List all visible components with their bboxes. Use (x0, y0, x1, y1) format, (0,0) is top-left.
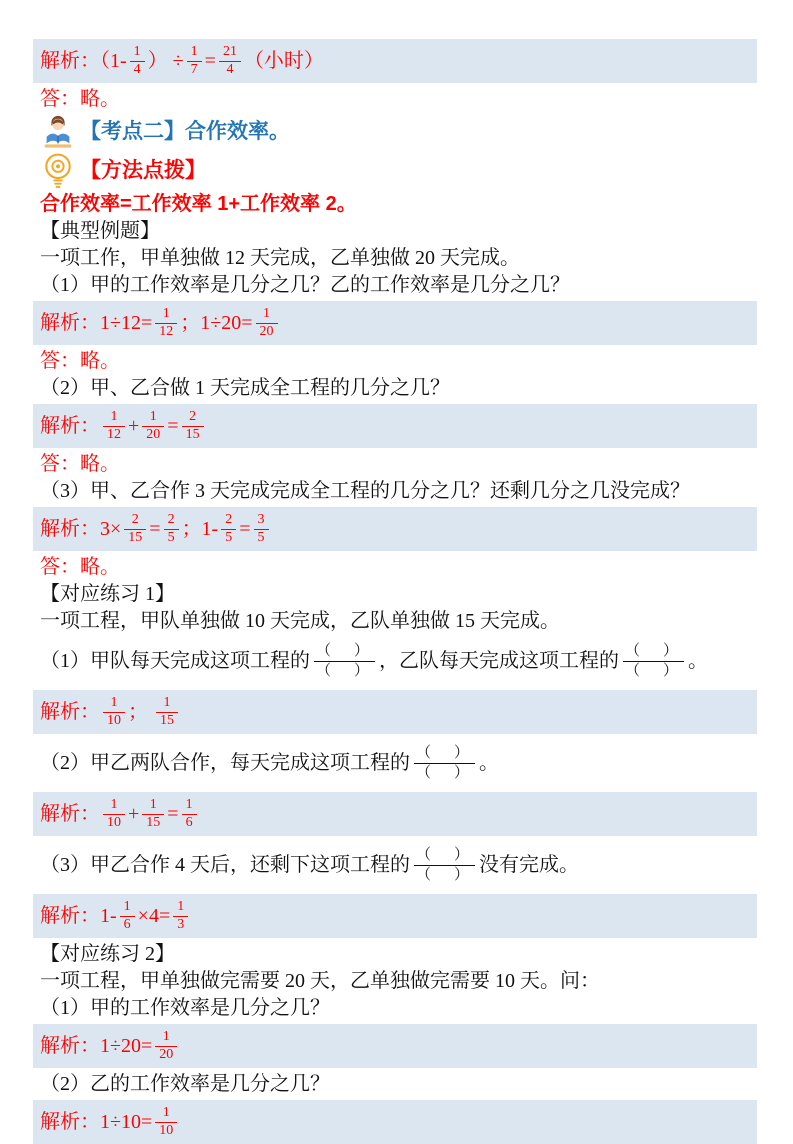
text-run: ；1÷20= (180, 312, 253, 334)
fraction (182, 797, 197, 830)
body-line (33, 968, 757, 994)
blank-fraction-numerator: （ ） (414, 846, 475, 866)
body-line (33, 245, 757, 271)
blank-fraction (414, 744, 475, 783)
analysis-line (33, 507, 757, 551)
text-run: 答：略。 (40, 453, 120, 475)
text-run: 【考点二】合作效率。 (80, 120, 290, 143)
blank-fraction-numerator: （ ） (414, 744, 475, 764)
body-line (33, 375, 757, 401)
text-run: 【典型例题】 (40, 220, 160, 242)
blank-fraction-denominator: （ ） (316, 662, 374, 679)
text-run: ，乙队每天完成这项工程的 (379, 650, 620, 672)
fraction (103, 409, 125, 442)
fraction-denominator: 5 (225, 529, 233, 545)
text-run: 【对应练习 1】 (40, 583, 175, 605)
fraction-numerator: 1 (155, 306, 177, 323)
text-run: 解析： (40, 803, 100, 825)
fraction-denominator: 20 (259, 323, 274, 339)
fraction-denominator: 5 (167, 529, 175, 545)
blank-fraction-denominator: （ ） (416, 764, 474, 781)
text-run: （2）乙的工作效率是几分之几？ (40, 1073, 330, 1095)
fraction-numerator: 21 (219, 44, 241, 61)
analysis-line (33, 894, 757, 938)
fraction-denominator: 15 (128, 529, 143, 545)
analysis-line (33, 1024, 757, 1068)
text-run: 【对应练习 2】 (40, 943, 175, 965)
body-line (33, 272, 757, 298)
analysis-line (33, 792, 757, 836)
blank-fraction (314, 642, 375, 681)
body-line (33, 608, 757, 634)
fraction (155, 306, 177, 339)
text-run: 【方法点拨】 (80, 159, 206, 182)
text-run: （小时） (243, 50, 324, 72)
fraction (120, 899, 135, 932)
answer-line (33, 348, 757, 374)
fraction-numerator: 1 (155, 1105, 177, 1122)
fraction (155, 1105, 177, 1138)
text-run: （2）甲、乙合做 1 天完成全工程的几分之几？ (40, 377, 450, 399)
fraction (142, 797, 164, 830)
fraction (182, 409, 204, 442)
text-run: 解析：（1- (40, 50, 127, 72)
fraction (130, 44, 145, 77)
text-run: （1）甲的工作效率是几分之几？ (40, 997, 330, 1019)
text-run: 一项工作，甲单独做 12 天完成，乙单独做 20 天完成。 (40, 247, 520, 269)
text-run: ×4= (137, 905, 171, 927)
blank-fraction-numerator: （ ） (623, 642, 684, 662)
text-run: （1）甲的工作效率是几分之几？乙的工作效率是几分之几？ (40, 274, 570, 296)
body-line (33, 1071, 757, 1097)
fraction-denominator: 15 (146, 814, 161, 830)
method-formula-line (33, 191, 757, 217)
fraction (164, 512, 179, 545)
analysis-line (33, 1100, 757, 1144)
fraction-denominator: 10 (159, 1122, 174, 1138)
analysis-line (33, 404, 757, 448)
text-run: ；1- (181, 518, 219, 540)
text-run: （3）甲乙合作 4 天后，还剩下这项工程的 (40, 854, 410, 876)
blank-fraction-denominator: （ ） (416, 866, 474, 883)
text-run: （1）甲队每天完成这项工程的 (40, 650, 310, 672)
analysis-line (33, 301, 757, 345)
text-run: 解析：1- (40, 905, 117, 927)
fraction (142, 409, 164, 442)
problem-line (33, 635, 757, 687)
fraction-numerator: 1 (120, 899, 135, 916)
fraction-numerator: 2 (221, 512, 236, 529)
fraction-numerator: 1 (156, 695, 178, 712)
analysis-line (33, 690, 757, 734)
text-run: 解析： (40, 415, 100, 437)
fraction-numerator: 2 (164, 512, 179, 529)
fraction-numerator: 3 (254, 512, 269, 529)
fraction-numerator: 1 (187, 44, 202, 61)
fraction-numerator: 1 (256, 306, 278, 323)
fraction-numerator: 2 (182, 409, 204, 426)
body-line (33, 941, 757, 967)
fraction-numerator: 1 (173, 899, 188, 916)
exam-point-heading (33, 113, 757, 151)
answer-line (33, 86, 757, 112)
fraction (173, 899, 188, 932)
blank-fraction-denominator: （ ） (625, 662, 683, 679)
fraction (254, 512, 269, 545)
fraction-denominator: 12 (107, 426, 121, 442)
fraction-denominator: 20 (159, 1046, 174, 1062)
text-run: = (239, 518, 251, 540)
text-run: = (167, 415, 179, 437)
text-run: + (128, 415, 140, 437)
problem-line (33, 839, 757, 891)
text-run: 解析：1÷10= (40, 1111, 153, 1133)
fraction (124, 512, 146, 545)
fraction-denominator: 3 (177, 916, 185, 932)
text-run: = (204, 50, 216, 72)
text-run: 解析：1÷12= (40, 312, 153, 334)
fraction-denominator: 10 (107, 712, 121, 728)
fraction-numerator: 1 (103, 409, 125, 426)
fraction-denominator: 6 (185, 814, 193, 830)
blank-fraction-numerator: （ ） (314, 642, 375, 662)
fraction-denominator: 6 (123, 916, 131, 932)
text-run: 一项工程，甲队单独做 10 天完成，乙队单独做 15 天完成。 (40, 610, 560, 632)
text-run: 没有完成。 (479, 854, 580, 876)
text-run: （2）甲乙两队合作，每天完成这项工程的 (40, 752, 410, 774)
text-run: ； (128, 701, 153, 723)
body-line (33, 478, 757, 504)
fraction-numerator: 1 (103, 695, 125, 712)
text-run: 答：略。 (40, 350, 120, 372)
fraction-numerator: 1 (103, 797, 125, 814)
text-run: = (167, 803, 179, 825)
fraction-numerator: 1 (130, 44, 145, 61)
text-run: 。 (688, 650, 709, 672)
fraction-denominator: 10 (107, 814, 121, 830)
problem-line (33, 737, 757, 789)
text-run: 合作效率=工作效率 1+工作效率 2。 (40, 193, 357, 215)
fraction-denominator: 12 (159, 323, 174, 339)
fraction-denominator: 7 (190, 61, 198, 77)
body-line (33, 581, 757, 607)
method-tips-heading (33, 152, 757, 190)
text-run: = (149, 518, 161, 540)
text-run: 。 (479, 752, 500, 774)
fraction-numerator: 1 (142, 409, 164, 426)
text-run: 解析： (40, 701, 100, 723)
analysis-line (33, 39, 757, 83)
reading-child-icon (40, 113, 76, 151)
fraction (256, 306, 278, 339)
fraction-numerator: 1 (182, 797, 197, 814)
fraction-denominator: 20 (146, 426, 161, 442)
fraction (187, 44, 202, 77)
fraction-denominator: 15 (185, 426, 200, 442)
body-line (33, 218, 757, 244)
fraction-numerator: 1 (155, 1029, 177, 1046)
text-run: （3）甲、乙合作 3 天完成完成全工程的几分之几？还剩几分之几没完成？ (40, 480, 690, 502)
fraction (221, 512, 236, 545)
fraction (103, 695, 125, 728)
fraction-numerator: 2 (124, 512, 146, 529)
fraction-denominator: 5 (257, 529, 265, 545)
body-line (33, 995, 757, 1021)
lightbulb-icon (40, 152, 76, 190)
text-run: 一项工程，甲单独做完需要 20 天，乙单独做完需要 10 天。问： (40, 970, 600, 992)
fraction (219, 44, 241, 77)
text-run: ） ÷ (147, 50, 184, 72)
answer-line (33, 451, 757, 477)
text-run: 解析：1÷20= (40, 1035, 153, 1057)
blank-fraction (414, 846, 475, 885)
fraction (156, 695, 178, 728)
fraction (103, 797, 125, 830)
fraction-denominator: 4 (226, 61, 234, 77)
blank-fraction (623, 642, 684, 681)
fraction (155, 1029, 177, 1062)
worksheet-content (33, 39, 757, 1144)
text-run: 答：略。 (40, 88, 120, 110)
fraction-numerator: 1 (142, 797, 164, 814)
fraction-denominator: 4 (133, 61, 141, 77)
text-run: 答：略。 (40, 556, 120, 578)
fraction-denominator: 15 (160, 712, 174, 728)
answer-line (33, 554, 757, 580)
text-run: 解析：3× (40, 518, 122, 540)
text-run: + (128, 803, 140, 825)
